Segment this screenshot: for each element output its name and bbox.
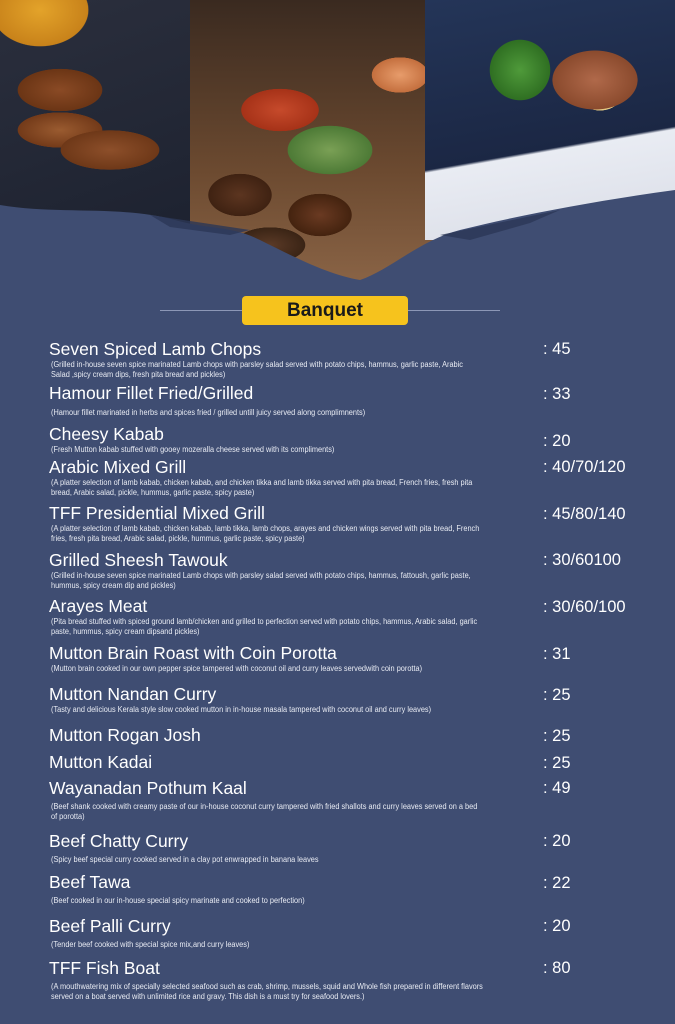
- item-description: (Grilled in-house seven spice marinated Lamb chops with parsley salad served with potato chips, hammus, garlic paste, Arabic Salad ,spicy cream dips, fresh pita bread and pickles): [51, 360, 463, 379]
- item-price: : 80: [543, 959, 571, 977]
- item-description: (Beef cooked in our in-house special spicy marinate and cooked to perfection): [51, 896, 305, 905]
- item-description: (Hamour fillet marinated in herbs and spices fried / grilled untill juicy served along complimnents): [51, 408, 366, 417]
- item-name: TFF Presidential Mixed Grill: [49, 503, 265, 523]
- item-description: (A mouthwatering mix of specially selected seafood such as crab, shrimp, mussels, squid and Whole fish prepared in different flavors served on a boat served with unlimited rice and gravy. This dish is a must try for seafood lovers.): [51, 982, 483, 1001]
- item-description: (Tasty and delicious Kerala style slow cooked mutton in in-house masala tampered with coconut oil and curry leaves): [51, 705, 432, 714]
- item-name: Beef Chatty Curry: [49, 831, 189, 851]
- item-name: Mutton Kadai: [49, 752, 153, 772]
- item-description: (Beef shank cooked with creamy paste of our in-house coconut curry tampered with fried shallots and curry leaves served on a bed of porotta): [51, 802, 478, 821]
- item-price: : 31: [543, 645, 571, 663]
- item-price: : 30/60100: [543, 551, 621, 569]
- item-name: Mutton Rogan Josh: [49, 725, 201, 745]
- item-price: : 45/80/140: [543, 505, 626, 523]
- item-name: Wayanadan Pothum Kaal: [49, 778, 247, 798]
- item-description: (A platter selection of lamb kabab, chicken kabab, lamb tikka, lamb chops, arayes and chicken wings served with pita bread, French fries, fresh pita bread, Arabic salad, pickle, hummus, garlic paste, spicy paste): [51, 524, 480, 543]
- item-name: Mutton Brain Roast with Coin Porotta: [49, 643, 337, 663]
- section-title: Banquet: [242, 296, 408, 325]
- item-price: : 25: [543, 754, 571, 772]
- item-name: Arabic Mixed Grill: [49, 457, 187, 477]
- item-price: : 33: [543, 385, 571, 403]
- item-price: : 45: [543, 340, 571, 358]
- item-price: : 20: [543, 432, 571, 450]
- item-price: : 20: [543, 917, 571, 935]
- header-photo-banner: [0, 0, 675, 290]
- title-divider-right: [408, 310, 500, 311]
- item-name: Cheesy Kabab: [49, 424, 164, 444]
- title-divider-left: [160, 310, 242, 311]
- item-price: : 25: [543, 686, 571, 704]
- item-price: : 49: [543, 779, 571, 797]
- item-description: (A platter selection of lamb kabab, chicken kabab, and chicken tikka and lamb tikka served with pita bread, French fries, fresh pita bread, Arabic salad, pickle, hummus, garlic paste, spicy paste): [51, 478, 473, 497]
- item-name: Beef Palli Curry: [49, 916, 171, 936]
- item-name: TFF Fish Boat: [49, 958, 160, 978]
- item-description: (Mutton brain cooked in our own pepper spice tampered with coconut oil and curry leaves servedwith coin porotta): [51, 664, 423, 673]
- item-name: Arayes Meat: [49, 596, 148, 616]
- item-price: : 25: [543, 727, 571, 745]
- item-price: : 30/60/100: [543, 598, 626, 616]
- brush-stroke-divider: [0, 185, 675, 295]
- item-price: : 40/70/120: [543, 458, 626, 476]
- item-name: Mutton Nandan Curry: [49, 684, 217, 704]
- item-description: (Pita bread stuffed with spiced ground lamb/chicken and grilled to perfection served with potato chips, hammus, Arabic salad, garlic paste, hummus, spicy cream dipsand pickles): [51, 617, 478, 636]
- item-name: Grilled Sheesh Tawouk: [49, 550, 228, 570]
- item-price: : 20: [543, 832, 571, 850]
- item-price: : 22: [543, 874, 571, 892]
- item-description: (Fresh Mutton kabab stuffed with gooey mozeralla cheese served with its compliments): [51, 445, 335, 454]
- item-description: (Spicy beef special curry cooked served in a clay pot enwrapped in banana leaves: [51, 855, 319, 864]
- item-description: (Tender beef cooked with special spice mix,and curry leaves): [51, 940, 250, 949]
- item-name: Seven Spiced Lamb Chops: [49, 339, 262, 359]
- item-name: Hamour Fillet Fried/Grilled: [49, 383, 254, 403]
- item-name: Beef Tawa: [49, 872, 131, 892]
- item-description: (Grilled in-house seven spice marinated Lamb chops with parsley salad served with potato chips, hammus, fattoush, garlic paste, hummus, spicy cream dip and pickles): [51, 571, 471, 590]
